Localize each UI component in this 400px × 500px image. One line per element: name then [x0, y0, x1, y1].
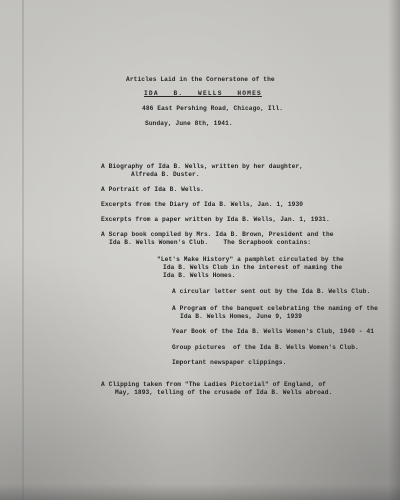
- sub-item-circular: A circular letter sent out by the Ida B. Wells Club.: [172, 288, 371, 295]
- paper-crease: [22, 0, 24, 500]
- scan-shadow-bottom: [0, 484, 400, 500]
- item-scrapbook-line2: Ida B. Wells Women's Club. The Scrapbook contains:: [109, 239, 312, 246]
- sub-item-history-line1: "Let's Make History" a pamphlet circulated by the: [157, 256, 344, 263]
- sub-item-yearbook: Year Book of the Ida B. Wells Women's Club, 1940 - 41: [172, 328, 375, 335]
- scan-shadow-right: [388, 0, 400, 500]
- sub-item-program-line1: A Program of the banquet celebrating the naming of the: [172, 305, 378, 312]
- item-diary-excerpts: Excerpts from the Diary of Ida B. Wells, Jan. 1, 1930: [101, 201, 304, 208]
- sub-item-history-line2: Ida B. Wells Club in the interest of naming the: [163, 264, 343, 271]
- header-address: 486 East Pershing Road, Chicago, Ill.: [142, 105, 284, 112]
- item-clipping-line2: May, 1893, telling of the crusade of Ida B. Wells abroad.: [115, 389, 333, 396]
- sub-item-program-line2: Ida B. Wells Homes, June 9, 1939: [180, 313, 303, 320]
- item-biography-line2: Alfreda B. Duster.: [131, 171, 200, 178]
- item-portrait: A Portrait of Ida B. Wells.: [101, 186, 204, 193]
- item-paper-excerpts: Excerpts from a paper written by Ida B. Wells, Jan. 1, 1931.: [101, 216, 330, 223]
- header-line-title: Articles Laid in the Cornerstone of the: [126, 76, 275, 83]
- sub-item-history-line3: Ida B. Wells Homes.: [163, 272, 236, 279]
- header-homes-name: IDA B. WELLS HOMES: [144, 90, 262, 97]
- item-clipping-line1: A Clipping taken from "The Ladies Pictorial" of England, of: [101, 381, 326, 388]
- sub-item-group-pictures: Group pictures of the Ida B. Wells Women's Club.: [172, 344, 359, 351]
- header-date: Sunday, June 8th, 1941.: [145, 120, 233, 127]
- sub-item-newspaper-clippings: Important newspaper clippings.: [172, 359, 287, 366]
- item-scrapbook-line1: A Scrap book compiled by Mrs. Ida B. Brown, President and the: [101, 231, 334, 238]
- item-biography-line1: A Biography of Ida B. Wells, written by her daughter,: [101, 163, 304, 170]
